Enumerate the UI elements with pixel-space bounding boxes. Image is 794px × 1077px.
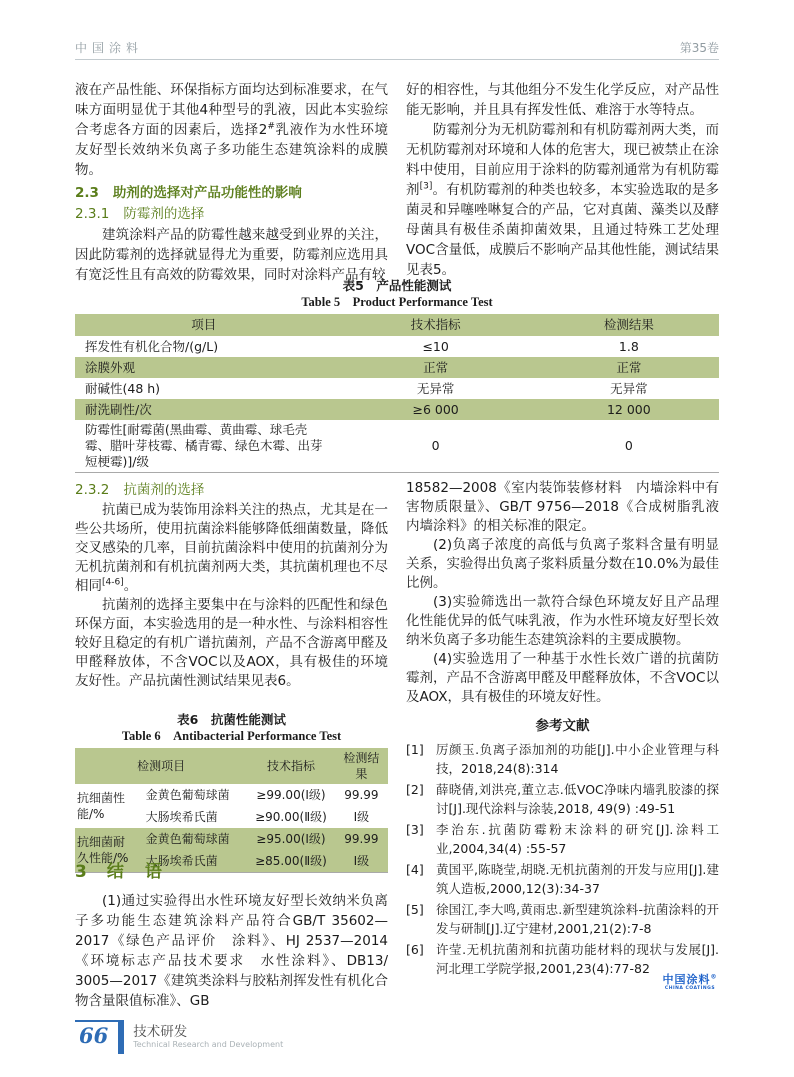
table-cell: 正常 [539, 357, 719, 378]
paragraph-text: 乳液作为水性环境友好型长效纳米负离子多功能生态建筑涂料的成膜物。 [75, 122, 388, 178]
table5-block [75, 278, 719, 473]
table6-header-spec: 技术指标 [247, 748, 335, 784]
journal-logo-en: CHINA COATINGS [664, 986, 716, 991]
reference-superscript: [3] [419, 181, 433, 192]
volume-label: 第35卷 [679, 41, 719, 55]
paragraph-text: 抗菌已成为装饰用涂料关注的热点，尤其是在一些公共场所，使用抗菌涂料能够降低细菌数量，降低交叉感染的几率，目前抗菌涂料中使用的抗菌剂分为无机抗菌剂和有机抗菌剂两大类，其抗菌机理也不尽相同 [75, 502, 388, 594]
section-number: 2.3.1 [75, 206, 110, 222]
section-number: 2.3 [75, 185, 99, 201]
section-heading-2-3-1 [75, 204, 388, 224]
reference-text: 许莹.无机抗菌剂和抗菌功能材料的现状与发展[J].河北理工学院学报,2001,23(4):77-82 [436, 942, 719, 976]
table-cell: ≤10 [422, 338, 449, 354]
page-header [75, 34, 719, 60]
table6-header-result: 检测结果 [335, 748, 388, 784]
table-row [75, 784, 388, 806]
page-number-box [75, 1020, 118, 1047]
table-row [75, 378, 719, 399]
table-cell: 耐碱性(48 h) [85, 380, 161, 396]
table6 [75, 748, 388, 873]
paragraph-conclusion-continuation: 18582—2008《室内装饰装修材料 内墙涂料中有害物质限量》、GB/T 9756—2018《合成树脂乳液内墙涂料》的相关标准的限定。 [406, 480, 719, 534]
reference-item [406, 780, 719, 818]
table-cell: ≥85.00(Ⅱ级) [247, 850, 335, 873]
paragraph-text: 。 [123, 578, 138, 594]
table-cell: 99.99 [335, 828, 388, 850]
left-column-conclusion [75, 862, 388, 1011]
table5 [75, 314, 719, 473]
table6-block [75, 712, 388, 873]
paragraph-antibacterial-2: 抗菌剂的选择主要集中在与涂料的匹配性和绿色环保方面，本实验选用的是一种水性、与涂料相容性较好且稳定的有机广谱抗菌剂，产品不含游离甲醛及甲醛释放体，不含VOC以及AOX，具有极佳的环境友好性。产品抗菌性测试结果见表6。 [75, 597, 388, 689]
superscript-mark: # [267, 121, 275, 132]
paragraph-conclusion-3: (3)实验筛选出一款符合绿色环境友好且产品理化性能优异的低气味乳液，作为水性环境友好型长效纳米负离子多功能生态建筑涂料的主要成膜物。 [406, 594, 719, 648]
table-cell: 0 [431, 438, 440, 453]
table-cell: 金黄色葡萄球菌 [138, 828, 248, 850]
table-cell: 1.8 [618, 338, 639, 354]
table6-header-item: 检测项目 [75, 748, 247, 784]
table-row [75, 357, 719, 378]
reference-number: [5] [406, 902, 424, 917]
table5-header-row [75, 314, 719, 336]
table6-caption-zh: 表6 抗菌性能测试 [177, 712, 286, 727]
section-title: 抗菌剂的选择 [123, 482, 205, 498]
section-number: 3 [75, 862, 89, 882]
page-footer [75, 1020, 283, 1054]
journal-logo-zh [660, 974, 720, 986]
paragraph-mildewcide [406, 120, 719, 280]
reference-item [406, 820, 719, 858]
table5-header-item: 项目 [75, 314, 333, 336]
journal-logo [660, 974, 720, 992]
paragraph-conclusion-1: (1)通过实验得出水性环境友好型长效纳米负离子多功能生态建筑涂料产品符合GB/T 35602—2017《绿色产品评价 涂料》、HJ 2537—2014《环境标志产品技术要求 水性涂料》、DB13/ 3005—2017《建筑类涂料与胶粘剂挥发性有机化合物含量限值标准》、GB [75, 893, 388, 1009]
table-cell: 99.99 [344, 788, 379, 802]
footer-section-zh: 技术研发 [133, 1024, 188, 1040]
paragraph-antibacterial-1 [75, 501, 388, 596]
reference-item [406, 860, 719, 898]
table5-caption-en: Table 5 Product Performance Test [301, 295, 493, 309]
reference-text: 黄国平,陈晓莹,胡晓.无机抗菌剂的开发与应用[J].建筑人造板,2000,12(3):34-37 [436, 862, 719, 896]
reference-number: [3] [406, 822, 424, 837]
table-cell: 金黄色葡萄球菌 [145, 788, 230, 802]
table-cell: Ⅰ级 [353, 810, 370, 824]
reference-text: 徐国江,李大鸣,黄雨忠.新型建筑涂料-抗菌涂料的开发与研制[J].辽宁建材,2001,21(2):7-8 [436, 902, 719, 936]
table-cell: 大肠埃希氏菌 [138, 850, 248, 873]
table-cell: ≥6 000 [333, 399, 539, 420]
table5-header-result: 检测结果 [539, 314, 719, 336]
table-cell: 耐洗刷性/次 [75, 399, 333, 420]
table-cell: 大肠埃希氏菌 [145, 810, 218, 824]
section-number: 2.3.2 [75, 482, 110, 498]
footer-divider-bar [118, 1020, 124, 1054]
footer-section-en: Technical Research and Development [133, 1040, 284, 1049]
paragraph-conclusion-4: (4)实验选用了一种基于水性长效广谱的抗菌防霉剂，产品不含游离甲醛及甲醛释放体，不含VOC以及AOX，具有极佳的环境友好性。 [406, 651, 719, 705]
left-column-top [75, 80, 388, 285]
paragraph-text: 液在产品性能、环保指标方面均达到标准要求，在气味方面明显优于其他4种型号的乳液，因此本实验综合考虑各方面的因素后，选择2 [75, 82, 388, 138]
table6-caption-en: Table 6 Antibacterial Performance Test [121, 729, 342, 743]
table-cell: 正常 [333, 357, 539, 378]
paragraph-intro [75, 80, 388, 180]
reference-text: 薛晓倩,刘洪亮,董立志.低VOC净味内墙乳胶漆的探讨[J].现代涂料与涂装,2018, 49(9) :49-51 [436, 782, 719, 816]
table-cell: ≥90.00(Ⅱ级) [255, 810, 327, 824]
reference-item [406, 740, 719, 778]
table-group-label: 抗细菌性能/% [77, 791, 126, 821]
table-row [75, 420, 719, 473]
table-cell: ≥99.00(Ⅰ级) [256, 788, 326, 802]
section-heading-3 [75, 862, 388, 882]
section-heading-2-3 [75, 183, 388, 203]
table-cell: 防霉性[耐霉菌(黑曲霉、黄曲霉、球毛壳霉、腊叶芽枝霉、橘青霉、绿色木霉、出芽短梗霉)]/级 [85, 422, 323, 469]
table6-header-row [75, 748, 388, 784]
right-column-top [406, 80, 719, 280]
table-row [75, 828, 388, 850]
page-number: 66 [79, 1023, 109, 1048]
table-cell: 12 000 [539, 399, 719, 420]
reference-number: [4] [406, 862, 424, 877]
registered-mark: ® [710, 973, 718, 981]
paragraph-text: 防霉剂分为无机防霉剂和有机防霉剂两大类，而无机防霉剂对环境和人体的危害大，现已被禁止在涂料中使用，目前应用于涂料的防霉剂通常为有机防霉剂 [406, 122, 719, 198]
reference-text: 李治东.抗菌防霉粉末涂料的研究[J].涂料工业,2004,34(4) :55-57 [436, 822, 719, 856]
table-cell: 涂膜外观 [75, 357, 333, 378]
reference-number: [2] [406, 782, 424, 797]
section-heading-2-3-2 [75, 480, 388, 500]
footer-section [133, 1020, 283, 1050]
section-title: 助剂的选择对产品功能性的影响 [112, 185, 302, 201]
reference-number: [6] [406, 942, 424, 957]
reference-number: [1] [406, 742, 424, 757]
paragraph-continuation: 好的相容性，与其他组分不发生化学反应，对产品性能无影响，并且具有挥发性低、难溶于水等特点。 [406, 82, 719, 118]
paragraph-conclusion-2: (2)负离子浓度的高低与负离子浆料含量有明显关系，实验得出负离子浆料质量分数在10.0%为最佳比例。 [406, 537, 719, 591]
left-column-middle [75, 479, 388, 691]
table-group-label: 抗细菌耐久性能/% [75, 828, 138, 873]
journal-logo-text: 中国涂料 [662, 973, 711, 986]
table5-header-spec: 技术指标 [333, 314, 539, 336]
reference-item [406, 900, 719, 938]
table-cell: 无异常 [610, 380, 648, 396]
section-title: 结 语 [106, 862, 164, 882]
table-cell: ≥95.00(Ⅰ级) [247, 828, 335, 850]
table-cell: 无异常 [416, 380, 455, 396]
paragraph-antimildew: 建筑涂料产品的防霉性越来越受到业界的关注，因此防霉剂的选择就显得尤为重要，防霉剂应选用具有宽泛性且有高效的防霉效果，同时对涂料产品有较 [75, 227, 388, 283]
reference-text: 厉颜玉.负离子添加剂的功能[J].中小企业管理与科技，2018,24(8):314 [436, 742, 719, 776]
paragraph-text: 。有机防霉剂的种类也较多，本实验选取的是多菌灵和异噻唑啉复合的产品，它对真菌、藻类以及酵母菌具有极佳杀菌抑菌效果，且通过特殊工艺处理VOC含量低，成膜后不影响产品其他性能，测试结果见表5。 [406, 182, 720, 278]
section-title: 防霉剂的选择 [123, 206, 205, 222]
table-cell: 挥发性有机化合物/(g/L) [85, 338, 219, 354]
table-row [75, 399, 719, 420]
right-column-bottom [406, 479, 719, 980]
references-title: 参考文献 [535, 718, 590, 734]
table-row [75, 336, 719, 357]
table5-caption-zh: 表5 产品性能测试 [342, 278, 452, 293]
table-cell: Ⅰ级 [335, 850, 388, 873]
table-cell: 0 [624, 438, 633, 453]
reference-superscript: [4-6] [102, 577, 124, 588]
journal-name: 中国涂料 [75, 41, 144, 55]
